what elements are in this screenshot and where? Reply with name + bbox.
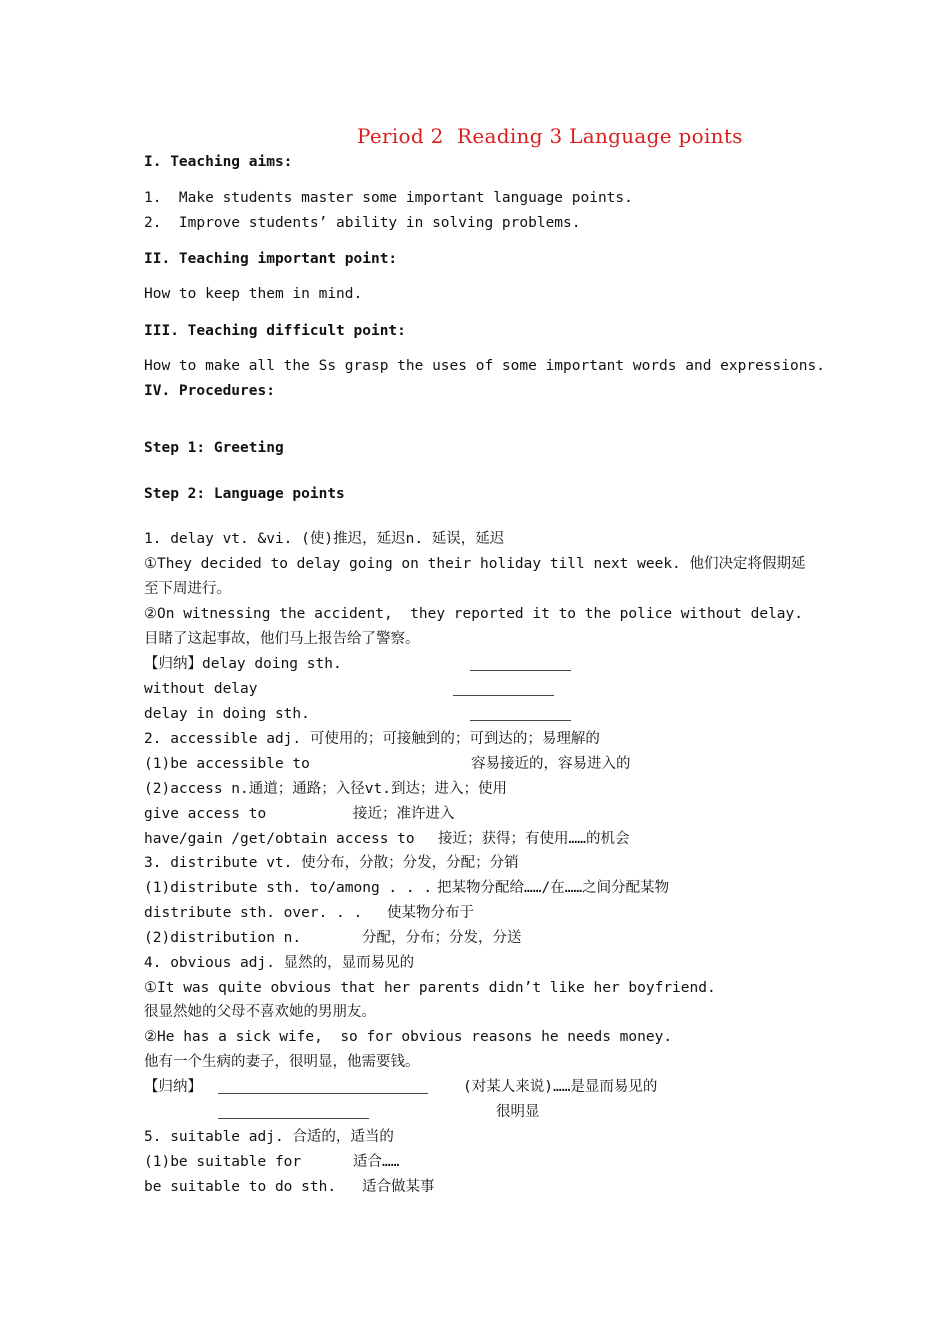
point-3-heading: 3. distribute vt. 使分布，分散；分发，分配；分销 (144, 855, 519, 871)
point-4-example-1: ①It was quite obvious that her parents didn’t like her boyfriend. (144, 980, 716, 996)
point-1-example-1: ①They decided to delay going on their holiday till next week. 他们决定将假期延 (144, 556, 806, 572)
point-2-line-4-meaning: 接近；获得；有使用……的机会 (438, 831, 630, 847)
point-5-line-1-meaning: 适合…… (353, 1154, 400, 1170)
point-5-line-2-meaning: 适合做某事 (362, 1179, 435, 1195)
aim-item-2: 2. Improve students’ ability in solving problems. (144, 215, 581, 231)
point-3-line-2: distribute sth. over. . . (144, 905, 363, 921)
aims-heading: I. Teaching aims: (144, 154, 293, 170)
point-4-example-1-cont: 很显然她的父母不喜欢她的男朋友。 (144, 1004, 376, 1020)
point-2-line-3: give access to (144, 806, 267, 822)
page-title: Period 2 Reading 3 Language points (357, 124, 743, 148)
point-3-line-1-meaning: 把某物分配给……/在……之间分配某物 (437, 880, 670, 896)
point-5-line-2: be suitable to do sth. (144, 1179, 337, 1195)
point-5-line-1: (1)be suitable for (144, 1154, 302, 1170)
point-2-line-1-meaning: 容易接近的，容易进入的 (471, 756, 631, 772)
point-1-example-2: ②On witnessing the accident, they reported it to the police without delay. (144, 606, 803, 622)
difficult-heading: III. Teaching difficult point: (144, 323, 406, 339)
point-1-summary-3: delay in doing sth. (144, 706, 310, 722)
point-1-heading: 1. delay vt. &vi. (使)推迟，延迟n. 延误，延迟 (144, 531, 505, 547)
important-heading: II. Teaching important point: (144, 251, 398, 267)
answer-blank[interactable] (218, 1093, 428, 1094)
answer-blank[interactable] (453, 695, 554, 696)
step2-heading: Step 2: Language points (144, 486, 345, 502)
aim-item-1: 1. Make students master some important language points. (144, 190, 633, 206)
answer-blank[interactable] (218, 1118, 369, 1119)
procedures-heading: IV. Procedures: (144, 383, 275, 399)
point-5-heading: 5. suitable adj. 合适的，适当的 (144, 1129, 394, 1145)
point-2-line-3-meaning: 接近；准许进入 (353, 806, 455, 822)
point-4-example-2: ②He has a sick wife, so for obvious reasons he needs money. (144, 1029, 673, 1045)
point-4-summary-1-meaning: (对某人来说)……是显而易见的 (463, 1079, 658, 1095)
important-text: How to keep them in mind. (144, 286, 363, 302)
point-3-line-3: (2)distribution n. (144, 930, 302, 946)
point-1-summary-2: without delay (144, 681, 258, 697)
point-3-line-3-meaning: 分配，分布；分发，分送 (362, 930, 522, 946)
answer-blank[interactable] (470, 720, 571, 721)
point-1-summary-1: 【归纳】delay doing sth. (144, 656, 342, 672)
point-2-heading: 2. accessible adj. 可使用的；可接触到的；可到达的；易理解的 (144, 731, 600, 747)
point-3-line-2-meaning: 使某物分布于 (387, 905, 474, 921)
step1-heading: Step 1: Greeting (144, 440, 284, 456)
point-4-summary-label: 【归纳】 (144, 1079, 202, 1095)
point-4-example-2-cont: 他有一个生病的妻子，很明显，他需要钱。 (144, 1054, 420, 1070)
point-4-heading: 4. obvious adj. 显然的，显而易见的 (144, 955, 415, 971)
difficult-text: How to make all the Ss grasp the uses of some important words and expressions. (144, 358, 825, 374)
point-2-line-1: (1)be accessible to (144, 756, 310, 772)
answer-blank[interactable] (470, 670, 571, 671)
point-4-summary-2-meaning: 很明显 (496, 1104, 540, 1120)
point-1-example-2-cont: 目睹了这起事故，他们马上报告给了警察。 (144, 631, 420, 647)
point-3-line-1: (1)distribute sth. to/among . . . (144, 880, 433, 896)
point-2-line-4: have/gain /get/obtain access to (144, 831, 415, 847)
point-1-example-1-cont: 至下周进行。 (144, 581, 231, 597)
point-2-line-2: (2)access n.通道；通路；入径vt.到达；进入；使用 (144, 781, 507, 797)
